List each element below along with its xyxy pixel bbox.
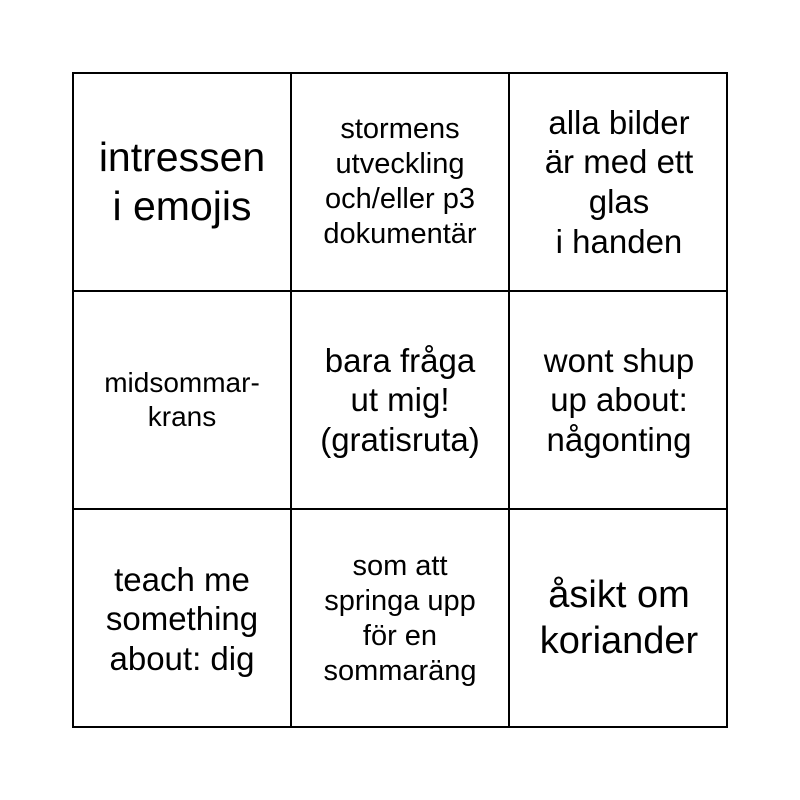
bingo-cell-text: som att springa upp för en sommaräng bbox=[323, 550, 477, 687]
bingo-cell-text: wont shup up about: någonting bbox=[543, 341, 695, 458]
bingo-cell[interactable] bbox=[292, 292, 510, 510]
bingo-cell-text: midsommar- krans bbox=[104, 367, 260, 432]
bingo-cell-text: bara fråga ut mig! (gratisruta) bbox=[320, 341, 480, 458]
bingo-cell-text: åsikt om koriander bbox=[539, 574, 699, 662]
bingo-cell-text: intressen i emojis bbox=[98, 133, 266, 229]
bingo-cell-text: teach me something about: dig bbox=[105, 560, 259, 677]
bingo-cell[interactable] bbox=[510, 510, 728, 728]
bingo-cell[interactable] bbox=[292, 74, 510, 292]
bingo-board bbox=[72, 72, 728, 728]
bingo-cell[interactable] bbox=[510, 292, 728, 510]
bingo-cell[interactable] bbox=[74, 74, 292, 292]
bingo-cell[interactable] bbox=[74, 292, 292, 510]
bingo-cell-text: alla bilder är med ett glas i handen bbox=[544, 103, 694, 260]
bingo-cell[interactable] bbox=[510, 74, 728, 292]
bingo-cell[interactable] bbox=[292, 510, 510, 728]
bingo-cell[interactable] bbox=[74, 510, 292, 728]
bingo-cell-text: stormens utveckling och/eller p3 dokumentär bbox=[323, 113, 477, 250]
